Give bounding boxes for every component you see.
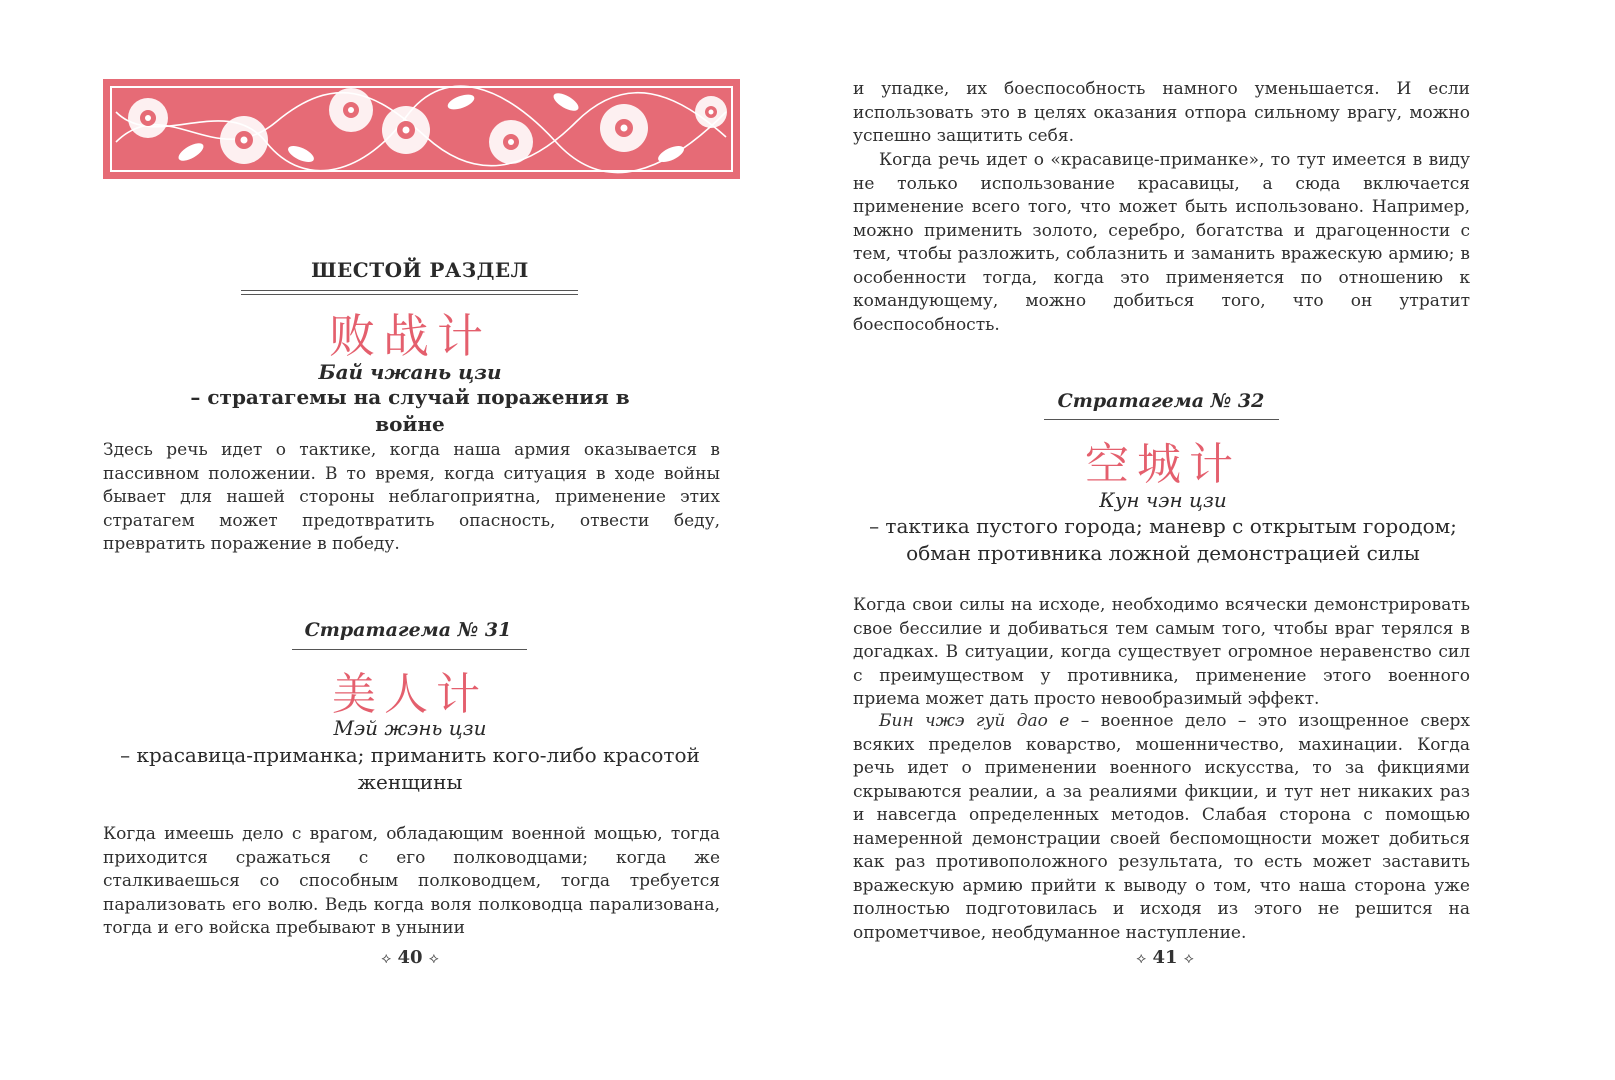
stratagem-32-paragraph-2 (853, 710, 1470, 945)
stratagem-31-hanzi: 美人计 (332, 669, 488, 720)
continuation-paragraph: и упадке, их боеспособность намного уменьшается. И если использовать это в целях оказания отпора сильному врагу, можно успешно защитить себя. (853, 79, 1470, 146)
page-number-value: 41 (1152, 947, 1178, 968)
page-number-right (1105, 947, 1225, 968)
page-ornament-right-icon: ⟡ (1183, 949, 1194, 967)
stratagem-31-gloss: – красавица-приманка; приманить кого-либо красотой женщины (120, 743, 700, 794)
chinese-phrase-italic: Бин чжэ гуй дао е (879, 711, 1070, 731)
page-number-value: 40 (397, 947, 423, 968)
stratagem-32-paragraph-2-text: – военное дело – это изощренное сверх всяких пределов коварство, мошенничество, махинации. Когда речь идет о применении военного искусства, то за фикциями скрываются реалии, а за реалиями фикции, и тут нет никаких раз и навсегда определенных методов. Слабая сторона с помощью намеренной демонстрации своей беспомощности может добиться как раз противоположного результата, то есть может заставить вражескую армию прийти к выводу о том, что наша сторона уже полностью подготовилась и исходя из этого не решится на опрометчивое, необдуманное наступление. (853, 711, 1470, 943)
stratagem-31-paragraph: Когда имеешь дело с врагом, обладающим военной мощью, тогда приходится сражаться с его полководцами; когда же сталкиваешься со способным полководцем, тогда требуется парализовать его волю. Ведь когда воля полководца парализована, тогда и его войска пребывают в унынии (103, 824, 720, 938)
stratagem-31-rule (292, 649, 527, 650)
section-title-rule (241, 290, 578, 295)
section-intro-paragraph: Здесь речь идет о тактике, когда наша армия оказывается в пассивном положении. В то время, когда ситуация в ходе войны бывает для нашей стороны неблагоприятна, применение этих стратагем может предотвратить опасность, отвести беду, превратить поражение в победу. (103, 440, 720, 554)
stratagem-32-paragraph-1: Когда свои силы на исходе, необходимо всячески демонстрировать свое бессилие и добиваться тем самым того, чтобы враг терялся в догадках. В ситуации, когда существует огромное неравенство сил с преимуществом у противника, применение этого военного приема может дать просто невообразимый эффект. (853, 595, 1470, 709)
page-ornament-left-icon: ⟡ (1136, 949, 1147, 967)
stratagem-32-title: Стратагема № 32 (1057, 390, 1265, 412)
stratagem-32-rule (1044, 419, 1279, 420)
right-page (808, 0, 1615, 1080)
page-ornament-right-icon: ⟡ (428, 949, 439, 967)
floral-ornament-banner (103, 79, 740, 179)
section-gloss: – стратагемы на случай поражения в войне (190, 385, 630, 436)
section-title: ШЕСТОЙ РАЗДЕЛ (311, 258, 529, 282)
stratagem-31-title: Стратагема № 31 (304, 619, 512, 641)
beauty-paragraph (853, 149, 1470, 337)
page-number-left (350, 947, 470, 968)
stratagem-31-transliteration: Мэй жэнь цзи (333, 716, 487, 740)
left-page (0, 0, 807, 1080)
stratagem-32-hanzi: 空城计 (1085, 439, 1241, 490)
section-hanzi: 败战计 (329, 309, 491, 363)
page-ornament-left-icon: ⟡ (381, 949, 392, 967)
stratagem-32-gloss: – тактика пустого города; маневр с открытым городом; обман противника ложной демонстрацией силы (869, 514, 1457, 565)
stratagem-32-transliteration: Кун чэн цзи (1099, 488, 1227, 512)
beauty-paragraph-text: Когда речь идет о «красавице-приманке», то тут имеется в виду не только использование красавицы, а сюда включается применение всего того, что может быть использовано. Например, можно применить золото, серебро, богатства и драгоценности с тем, чтобы разложить, соблазнить и заманить вражескую армию; в особенности тогда, когда это применяется по отношению к командующему, можно добиться того, что он утратит боеспособность. (853, 150, 1470, 335)
section-transliteration: Бай чжань цзи (318, 360, 502, 384)
